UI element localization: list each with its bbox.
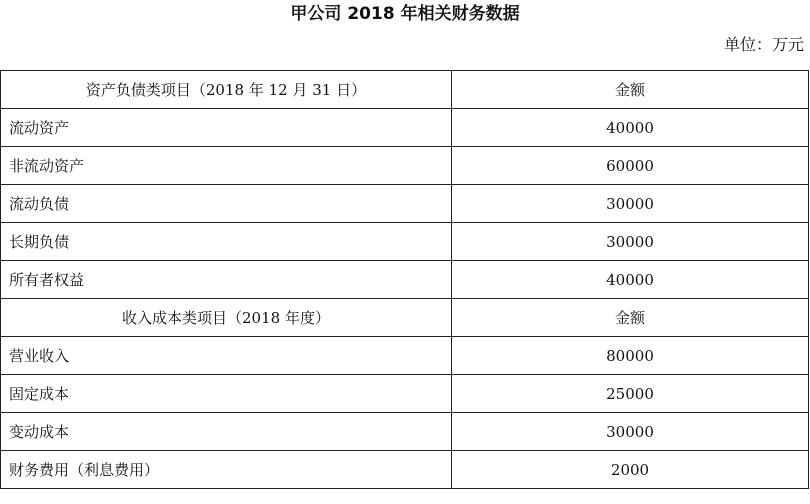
table-row (1, 413, 809, 451)
row-amount: 40000 (452, 109, 809, 147)
table-row (1, 261, 809, 299)
section-header-item: 资产负债类项目（2018 年 12 月 31 日） (1, 71, 452, 109)
row-item: 长期负债 (1, 223, 452, 261)
row-amount: 30000 (452, 185, 809, 223)
row-amount: 30000 (452, 223, 809, 261)
row-item: 非流动资产 (1, 147, 452, 185)
row-item: 所有者权益 (1, 261, 452, 299)
row-item: 流动资产 (1, 109, 452, 147)
row-amount: 40000 (452, 261, 809, 299)
row-amount: 30000 (452, 413, 809, 451)
section-header-amount: 金额 (452, 299, 809, 337)
row-amount: 60000 (452, 147, 809, 185)
table-row (1, 451, 809, 489)
section-header-item: 收入成本类项目（2018 年度） (1, 299, 452, 337)
section-header-row (1, 71, 809, 109)
section-header-row (1, 299, 809, 337)
unit-label: 单位：万元 (723, 35, 804, 54)
row-item: 营业收入 (1, 337, 452, 375)
row-item: 固定成本 (1, 375, 452, 413)
table-row (1, 375, 809, 413)
document-title: 甲公司 2018 年相关财务数据 (290, 4, 520, 24)
table-row (1, 109, 809, 147)
row-item: 变动成本 (1, 413, 452, 451)
table-row (1, 337, 809, 375)
table-row (1, 223, 809, 261)
table-row (1, 147, 809, 185)
section-header-amount: 金额 (452, 71, 809, 109)
row-amount: 25000 (452, 375, 809, 413)
table-row (1, 185, 809, 223)
row-amount: 80000 (452, 337, 809, 375)
row-amount: 2000 (452, 451, 809, 489)
row-item: 流动负债 (1, 185, 452, 223)
financial-table (0, 70, 809, 489)
row-item: 财务费用（利息费用） (1, 451, 452, 489)
